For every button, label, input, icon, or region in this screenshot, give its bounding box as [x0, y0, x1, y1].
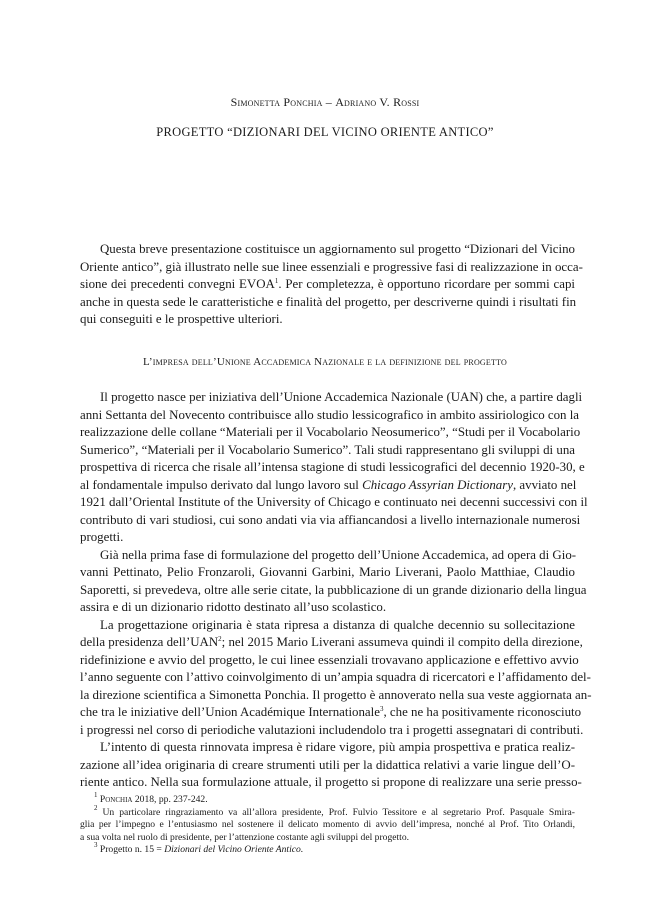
- footnote-2-line: glia per l’impegno e l’entusiasmo nel sostenere il delicato momento di avvio dell’impresa, nonché al Prof. Tito Orlandi,: [80, 819, 575, 831]
- footnote-1: $^1$ Ponchia 2018, pp. 237-242.: [94, 791, 208, 805]
- author-1: Simonetta Ponchia: [230, 95, 323, 109]
- text-line: prospettiva di ricerca che risale all’intensa stagione di studi lessicografici del decennio 1920-30, e: [80, 460, 585, 474]
- text-line: anche in questa sede le caratteristiche e finalità del progetto, per descriverne quindi i risultati fin: [80, 294, 577, 309]
- footnote-2-line: a sua volta nel ruolo di presidente, per l’attenzione costante agli sviluppi del progetto.: [80, 831, 410, 843]
- text-line: L’intento di questa rinnovata impresa è ridare vigore, più ampia prospettiva e pratica realiz-: [100, 740, 575, 754]
- text-line: che tra le iniziative dell’Union Académique Internationale$^3$, che ne ha positivamente riconosciuto: [80, 705, 582, 719]
- text-line: contributo di vari studiosi, cui sono andati via via affiancandosi a livello internazionale numerosi: [80, 512, 581, 527]
- footnote-ref: 2: [218, 635, 222, 643]
- text-line: anni Settanta del Novecento contribuisce allo studio lessicografico in ambito assiriologico con la: [80, 407, 580, 422]
- text-line: Saporetti, si prevedeva, oltre alle serie citate, la pubblicazione di un grande dizionario della lingua: [80, 582, 587, 597]
- footnotes: [80, 791, 575, 857]
- text-line: Sumerico”, “Materiali per il Vocabolario Sumerico”. Tali studi rappresentano gli sviluppi di una: [80, 442, 575, 457]
- text-line: la direzione scientifica a Simonetta Ponchia. Il progetto è annoverato nella sua veste aggiornata an-: [80, 687, 592, 702]
- text-line: realizzazione delle collane “Materiali per il Vocabolario Neosumerico”, “Studi per il Vocabolario: [80, 425, 581, 439]
- text-line: zazione all’idea originaria di creare strumenti utili per la didattica relativi a varie lingue dell’O-: [80, 757, 575, 772]
- text-line: Il progetto nasce per iniziativa dell’Unione Accademica Nazionale (UAN) che, a partire dagli: [100, 390, 583, 404]
- text-line: progetti.: [80, 530, 124, 544]
- text-line: riente antico. Nella sua formulazione attuale, il progetto si propone di realizzare una serie presso-: [80, 775, 582, 789]
- text-line: sione dei precedenti convegni EVOA$^1$. Per completezza, è opportuno ricordare per sommi capi: [80, 277, 575, 291]
- text-line: La progettazione originaria è stata ripresa a distanza di qualche decennio su sollecitazione: [100, 617, 575, 632]
- footnote-ref: 1: [274, 277, 279, 285]
- italic-title: Chicago Assyrian Dictionary: [362, 477, 513, 492]
- footnote-ref: 3: [379, 705, 384, 713]
- text-line: della presidenza dell’UAN$^2$; nel 2015 Mario Liverani assumeva quindi il compito della direzione,: [80, 635, 583, 649]
- text-line: i progressi nel corso di periodiche valutazioni includendolo tra i progetti assegnatari di contributi.: [80, 722, 584, 737]
- text-line: Già nella prima fase di formulazione del progetto dell’Unione Accademica, ad opera di Gio-: [100, 547, 577, 562]
- text-line: Questa breve presentazione costituisce un aggiornamento sul progetto “Dizionari del Vicino: [100, 242, 575, 256]
- text-line: al fondamentale impulso derivato dal lungo lavoro sul Chicago Assyrian Dictionary, avviato nel: [80, 477, 577, 492]
- author-separator: –: [322, 95, 336, 109]
- section-heading: L’impresa dell’Unione Accademica Nazionale e la definizione del progetto: [142, 356, 508, 368]
- footnote-2: $^2$ Un particolare ringraziamento va all’allora presidente, Prof. Fulvio Tessitore e al segretario Prof. Pasquale Smira-: [94, 803, 575, 818]
- text-line: qui conseguiti e le prospettive ulteriori.: [80, 312, 283, 326]
- text-line: 1921 dall’Oriental Institute of the University of Chicago e continuato nei decenni successivi con il: [80, 495, 588, 509]
- body-paragraph-3: [80, 617, 592, 740]
- intro-paragraph: [80, 241, 583, 329]
- body-paragraph-2: [80, 547, 587, 617]
- authors-line: [0, 95, 650, 110]
- body-paragraph-1: [80, 389, 588, 547]
- text-line: Oriente antico”, già illustrato nelle sue linee essenziali e progressive fasi di realizzazione in occa-: [80, 259, 583, 274]
- text-line: ridefinizione e avvio del progetto, le cui linee essenziali trovavano applicazione e effettivo avvio: [80, 652, 579, 667]
- text-line: assira e di un dizionario ridotto destinato all’uso scolastico.: [80, 600, 387, 614]
- paper-title: PROGETTO “DIZIONARI DEL VICINO ORIENTE ANTICO”: [156, 125, 494, 139]
- author-2: Adriano V. Rossi: [335, 95, 420, 109]
- text-line: l’anno seguente con l’attivo coinvolgimento di un’ampia squadra di ricercatori e l’affidamento del-: [80, 670, 591, 684]
- footnote-3: $^3$ Progetto n. 15 = Dizionari del Vicino Oriente Antico.: [94, 841, 304, 856]
- body-paragraph-4: [80, 739, 582, 792]
- text-line: vanni Pettinato, Pelio Fronzaroli, Giovanni Garbini, Mario Liverani, Paolo Matthiae, Claudio: [80, 565, 575, 579]
